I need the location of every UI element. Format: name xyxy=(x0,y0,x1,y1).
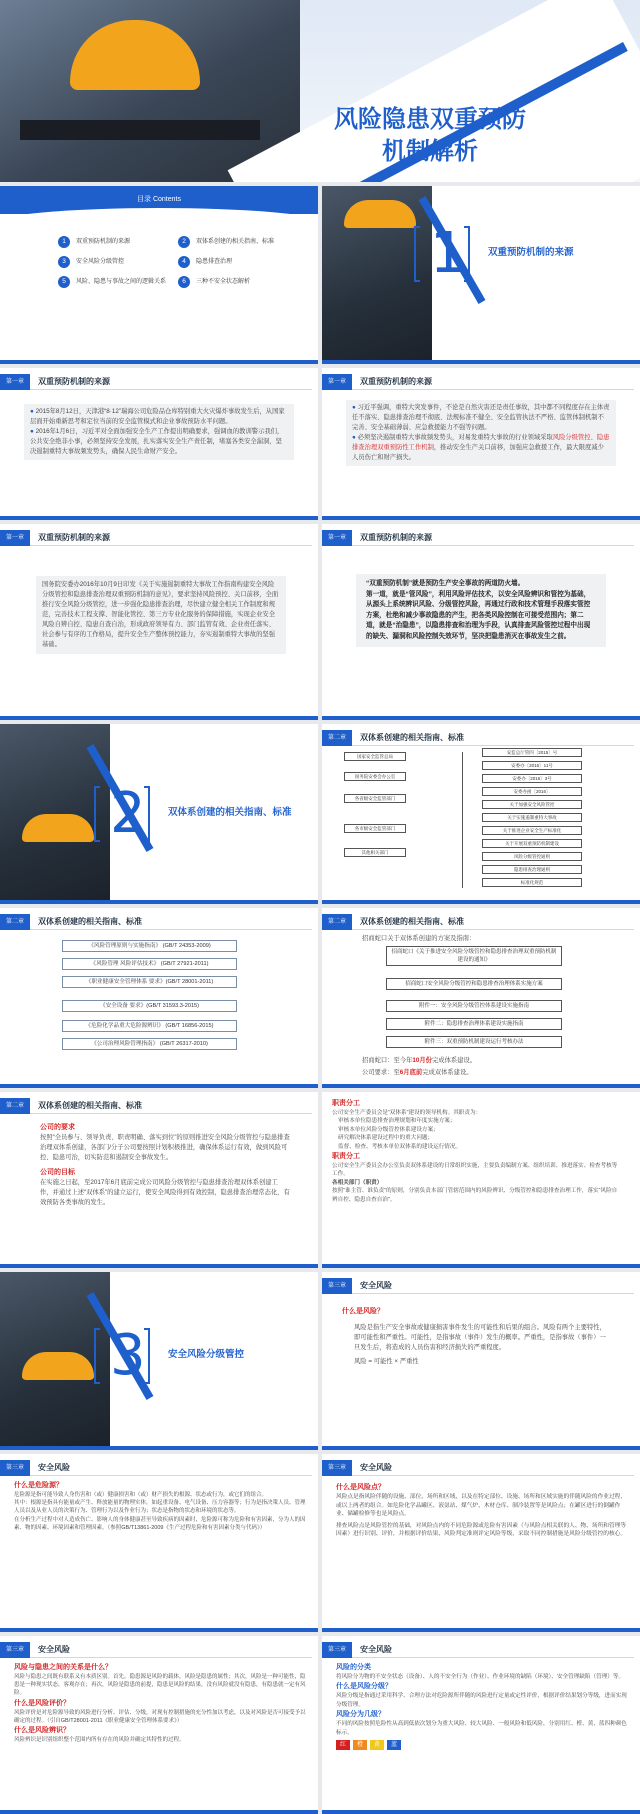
standard-item: 《公司治理风险管理指南》 (GB/T 26317-2010) xyxy=(62,1038,237,1050)
section-number: 2 xyxy=(110,781,146,846)
hazard-source-slide xyxy=(0,1454,318,1632)
content-block xyxy=(332,1098,622,1204)
chapter-tag: 第二章 xyxy=(0,914,30,930)
footer-bar xyxy=(322,1084,640,1088)
bullet-icon: ● xyxy=(30,428,36,435)
paragraph-text: 第一道，就是“管风险”，利用风险评估技术，以安全风险辨识和管控为基础，从源头上系统辨识风险、分级管控风险，再通过行政和技术管理手段落实管控方案，杜绝和减少事故隐患的产生，把各类风险控制在可接受范围内；第二道，就是“治隐患”，以隐患排查和治理为手段，认真排查风险管控过程中出现的缺失、漏洞和风险控制失效环节，坚决把隐患消灭在事故发生之前。 xyxy=(366,590,591,640)
slide-title: 安全风险 xyxy=(38,1645,70,1654)
section-number: 1 xyxy=(430,221,466,286)
header-rule xyxy=(352,929,634,930)
standard-item: 《安全设备 要求》(GB/T 31593.3-2015) xyxy=(62,1000,237,1012)
slide-title: 双体系创建的相关指南、标准 xyxy=(360,733,464,742)
content-box xyxy=(346,400,616,466)
subheading: 风险与隐患之间的关系是什么？ xyxy=(14,1664,112,1671)
paragraph-text: 在分析生产过程中对人造成伤亡、影响人的身体健康甚至导致疾病的因素时，危险源可称为危险和有害因素，分为人的因素、物的因素、环境因素和管理因素。（参照GB/T13861-2009《生产过程危险和有害因素分类与代码》） xyxy=(14,1516,306,1531)
paragraph-text: 公司安全生产委员会办公室负责双体系建设的日常组织实施，主要负责编制方案、组织培训、推进落实、检查考核等工作。 xyxy=(332,1163,618,1178)
risk-definition-slide xyxy=(322,1272,640,1450)
footer-bar xyxy=(322,900,640,904)
origin-slide-1 xyxy=(0,368,318,520)
standard-item: 《风险管理 风险评估技术》 (GB/T 27921-2011) xyxy=(62,958,237,970)
risk-hazard-relation-slide xyxy=(0,1636,318,1814)
note-highlight: 10月份 xyxy=(412,1057,432,1064)
section-3-slide xyxy=(0,1272,318,1450)
toc-item-label: 双体系创建的相关指南、标准 xyxy=(196,239,275,245)
tree-right-node: 安委办函〔2016〕 xyxy=(482,787,582,796)
footer-bar xyxy=(322,360,640,364)
guideline-tree-slide xyxy=(322,724,640,904)
toc-item-label: 风险、隐患与事故之间的逻辑关系 xyxy=(76,279,167,285)
bracket-left xyxy=(94,786,100,842)
chapter-tag: 第一章 xyxy=(0,374,30,390)
paragraph-text: 风险是指生产安全事故或健康损害事件发生的可能性和后果的组合。风险有两个主要特性，即可能性和严重性。可能性，是指事故（事件）发生的概率。严重性，是指事故（事件）一旦发生后，将造成的人员伤害和经济损失的严重程度。 xyxy=(354,1324,606,1351)
slide-title: 双体系创建的相关指南、标准 xyxy=(38,1101,142,1110)
duty-item: 审核本单位隐患排查治理规划和年度实施方案； xyxy=(338,1118,456,1125)
content-block xyxy=(14,1480,306,1532)
hard-hat-icon xyxy=(344,200,416,228)
cover-title xyxy=(270,104,590,168)
tree-right-node: 安监总厅管四〔2015〕号 xyxy=(482,748,582,757)
flow-step: 附件三：双重预防机制建设运行考核办法 xyxy=(386,1036,562,1048)
tree-right-node: 关于开展双重预防机制建设 xyxy=(482,839,582,848)
chapter-tag: 第三章 xyxy=(0,1642,30,1658)
duty-item: 审核本单位风险分级管控体系建设方案； xyxy=(338,1126,439,1133)
slide-header xyxy=(322,1278,640,1294)
slide-header xyxy=(322,1642,640,1658)
bracket-left xyxy=(414,226,420,282)
section-1-slide xyxy=(322,186,640,364)
toc-number: 3 xyxy=(58,256,70,268)
tree-right-node: 关于推进企业安全生产标准化 xyxy=(482,826,582,835)
cover-title-line2: 机制解析 xyxy=(382,138,478,165)
paragraph-text: 风险辨识是识别组织整个范围内所有存在的风险并确定其特性的过程。 xyxy=(14,1737,185,1744)
highlight-text: 风险分级管控、隐患排查治理双重预防性工作机制 xyxy=(352,434,610,451)
tool-bag xyxy=(22,1352,94,1380)
header-rule xyxy=(30,1113,312,1114)
header-rule xyxy=(352,745,634,746)
paragraph-text: 按照“全员参与、领导负责、职责明确、落实到位”的原则推进安全风险分级管控与隐患排查治理双体系创建，各部门/分子公司要按照计划积极推进，确保体系运行有效，做到风险可控、隐患可治，切实防范和遏制安全事故发生。 xyxy=(40,1134,290,1161)
slide-header xyxy=(322,374,640,390)
header-rule xyxy=(352,1293,634,1294)
footer-bar xyxy=(322,716,640,720)
origin-slide-2 xyxy=(322,368,640,520)
content-block xyxy=(40,1122,290,1208)
cmsk-plan-slide xyxy=(322,908,640,1088)
standards-slide xyxy=(0,908,318,1088)
risk-level-badge: 橙 xyxy=(353,1740,367,1750)
tree-left-node: 国家安全监管总局 xyxy=(344,752,406,761)
paragraph-text: 风险分级是指通过采用科学、合理方法对危险源所伴随的风险进行定量或定性评价，根据评价结果划分等级，进而实现分级管理。 xyxy=(336,1693,627,1708)
content-box xyxy=(36,576,286,654)
chapter-tag: 第二章 xyxy=(0,1098,30,1114)
subheading: 风险的分类 xyxy=(336,1664,371,1671)
header-rule xyxy=(352,545,634,546)
standard-item: 《职业健康安全管理体系 要求》(GB/T 28001-2011) xyxy=(62,976,237,988)
paragraph-text: 在实施之日起，至2017年6月底前完成公司风险分级管控与隐患排查治理双体系创建工作，并通过上述“双体系”的建立运行，使安全风险得到有效控制，隐患排查治理常态化，有效预防各类事故的发生。 xyxy=(40,1179,290,1206)
duty-list xyxy=(332,1117,622,1151)
chapter-tag: 第三章 xyxy=(0,1460,30,1476)
subheading: 职责分工 xyxy=(332,1153,360,1161)
content-block xyxy=(14,1662,306,1744)
bracket-right xyxy=(144,1328,150,1384)
bullet-icon: ● xyxy=(352,434,358,441)
chapter-tag: 第一章 xyxy=(322,374,352,390)
slide-title: 双重预防机制的来源 xyxy=(360,533,432,542)
standard-item: 《危险化学品重大危险源辨识》 (GB/T 16856-2015) xyxy=(62,1020,237,1032)
footer-bar xyxy=(0,1628,318,1632)
origin-slide-4 xyxy=(322,524,640,720)
toc-number: 2 xyxy=(178,236,190,248)
slide-title: 双体系创建的相关指南、标准 xyxy=(360,917,464,926)
tree-right-node: 安委办〔2016〕3号 xyxy=(482,774,582,783)
paragraph-text: 风险点是指风险伴随的设施、部位、场所和区域，以及在特定部位、设施、场所和区域实施的伴随风险的作业过程，或以上两者的组合。如危险化学品罐区、液氨站、煤气炉、木材仓库、制冷装置等是风险点；在罐区进行的倒罐作业、储罐检修等也是风险点。 xyxy=(336,1494,627,1518)
toc-number: 4 xyxy=(178,256,190,268)
slide-header xyxy=(322,730,640,746)
content-box xyxy=(356,574,606,647)
risk-level-badge: 黄 xyxy=(370,1740,384,1750)
footer-bar xyxy=(0,516,318,520)
footer-bar xyxy=(0,1810,318,1814)
duty-item: 研究解决体系建设过程中的重大问题； xyxy=(338,1135,434,1142)
tree-right-node: 风险分级管控通则 xyxy=(482,852,582,861)
footer-bar xyxy=(322,516,640,520)
risk-level-badge: 蓝 xyxy=(387,1740,401,1750)
header-rule xyxy=(352,1475,634,1476)
tree-right-node: 安委办〔2016〕11号 xyxy=(482,761,582,770)
footer-bar xyxy=(0,1084,318,1088)
bracket-left xyxy=(94,1328,100,1384)
chapter-tag: 第三章 xyxy=(322,1642,352,1658)
section-title: 双重预防机制的来源 xyxy=(488,247,574,258)
paragraph-text: 风险与隐患之间既有联系又有本质区别。首先，隐患源是风险的载体，风险是隐患的属性；其次，风险是一种可能性，隐患是一种现实状态，客观存在；再次，风险是隐患的前提，隐患是风险的结果，没有风险就没有隐患，有隐患就一定有风险。 xyxy=(14,1674,306,1697)
subheading: 什么是风险分级？ xyxy=(336,1683,392,1691)
subheading: 什么是风险辨识？ xyxy=(14,1727,70,1735)
paragraph-text: ，推动安全生产关口前移，加强应急救援工作，最大限度减少人员伤亡和财产损失。 xyxy=(352,444,604,461)
chapter-tag: 第一章 xyxy=(0,530,30,546)
tool-belt xyxy=(20,120,260,140)
footer-bar xyxy=(0,900,318,904)
slide-title: 双重预防机制的来源 xyxy=(360,377,432,386)
note-text: 完成双体系建设。 xyxy=(422,1069,473,1076)
section-2-slide xyxy=(0,724,318,904)
subheading: 什么是风险？ xyxy=(342,1308,384,1315)
bullet-icon: ● xyxy=(30,408,36,415)
paragraph-text: 风险评价是对危险源导致的风险进行分析、评估、分级，对现有控制措施的充分性加以考虑，以及对风险是否可接受予以确定的过程。（引自GB/T28001-2011《职业健康安全管理体系要求》） xyxy=(14,1709,306,1724)
bullet-paragraph xyxy=(30,427,288,457)
slide-header xyxy=(0,530,318,546)
subheading: 职责分工 xyxy=(332,1100,360,1107)
note-1 xyxy=(362,1056,476,1066)
subheading: 什么是危险源？ xyxy=(14,1482,63,1489)
footer-bar xyxy=(0,360,318,364)
flow-step: 招商蛇口《关于推进安全风险分级管控和隐患排查治理双重预防机制建设的通知》 xyxy=(386,946,562,966)
chapter-tag: 第三章 xyxy=(322,1278,352,1294)
paragraph-text: 习近平强调，重特大突发事件，不论是自然灾害还是责任事故，其中都不同程度存在主体责任不落实、隐患排查治理不彻底、法规标准不健全、安全监管执法不严格、监管体制机制不完善、安全基础薄弱、应急救援能力不强等问题。 xyxy=(352,404,610,431)
paragraph-text: 2016年1月6日，习近平对全面加强安全生产工作提出明确要求，强调血的教训警示我们，公共安全绝非小事，必须坚持安全发展，扎实落实安全生产责任制，堵塞各类安全漏洞，坚决遏制重特大事故频发势头，确保人民生命财产安全。 xyxy=(30,428,284,455)
subheading: 什么是风险评价？ xyxy=(14,1699,70,1707)
content-block xyxy=(342,1306,612,1367)
tree-connector xyxy=(462,752,463,888)
tool-bag xyxy=(22,814,94,842)
header-rule xyxy=(30,1475,312,1476)
slide-header xyxy=(0,1460,318,1476)
section-title: 双体系创建的相关指南、标准 xyxy=(168,807,292,818)
content-block xyxy=(336,1482,628,1539)
header-rule xyxy=(30,389,312,390)
paragraph-text: 2015年8月12日，天津港“8·12”瑞海公司危险品仓库特别重大火灾爆炸事故发生后，从国家层面开始重新思考和定位当前的安全监管模式和企业事故预防水平问题。 xyxy=(30,408,285,425)
toc-slide xyxy=(0,186,318,364)
tree-right-node: 隐患排查治理通则 xyxy=(482,865,582,874)
note-2 xyxy=(362,1068,473,1078)
bullet-paragraph xyxy=(30,407,288,427)
toc-number: 1 xyxy=(58,236,70,248)
slide-header xyxy=(322,530,640,546)
header-rule xyxy=(352,389,634,390)
subheading-small: 各相关部门（职责） xyxy=(332,1179,383,1186)
slide-header xyxy=(322,1460,640,1476)
paragraph-text: 国务院安委办2016年10月9日印发《关于实施遏制重特大事故工作指南构建安全风险分级管控和隐患排查治理双重预防机制的意见》，要求坚持风险预控、关口前移，全面推行安全风险分级管控，进一步强化隐患排查治理，尽快建立健全相关工作制度和规范，完善技术工程支撑、智能化管控、第三方专业化服务的保障措施，实现企业安全风险自辨自控、隐患自查自治，形成政府领导有力、部门监管有效、企业责任落实、社会参与有序的工作格局，提升安全生产整体预控能力，夯实遏制重特大事故的坚强基础。 xyxy=(42,581,279,648)
footer-bar xyxy=(322,1628,640,1632)
slide-title: 双体系创建的相关指南、标准 xyxy=(38,917,142,926)
cover-slide xyxy=(0,0,640,182)
risk-point-slide xyxy=(322,1454,640,1632)
subheading: 风险分为几级？ xyxy=(336,1711,385,1719)
bullet-icon: ● xyxy=(352,404,358,411)
tree-left-node: 其他相关部门 xyxy=(344,848,406,857)
toc-item-label: 三种不安全状态解析 xyxy=(196,279,251,285)
note-text: 招商蛇口：至今年 xyxy=(362,1057,413,1064)
footer-bar xyxy=(322,1264,640,1268)
paragraph-text: 必须坚决遏制重特大事故频发势头，对易发重特大事故的行业领域采取 xyxy=(357,434,553,441)
slide-header xyxy=(322,914,640,930)
chapter-tag: 第三章 xyxy=(322,1460,352,1476)
slide-header xyxy=(0,1098,318,1114)
risk-classification-slide xyxy=(322,1636,640,1814)
tree-right-node: 关于加强安全风险管控 xyxy=(482,800,582,809)
duty-item: 监督、检查、考核本单位双体系的建设运行情况。 xyxy=(338,1143,462,1150)
subheading: 公司的目标 xyxy=(40,1169,75,1176)
bracket-right xyxy=(144,786,150,842)
cover-title-line1: 风险隐患双重预防 xyxy=(334,106,526,133)
footer-bar xyxy=(0,1446,318,1450)
chapter-tag: 第二章 xyxy=(322,914,352,930)
slide-header xyxy=(0,1642,318,1658)
paragraph-text: “双重预防机制”就是预防生产安全事故的两道防火墙。 xyxy=(366,580,525,587)
slide-title: 双重预防机制的来源 xyxy=(38,533,110,542)
note-text: 公司要求：至 xyxy=(362,1069,400,1076)
origin-slide-3 xyxy=(0,524,318,720)
tree-left-node: 国务院安委会办公室 xyxy=(344,772,406,781)
paragraph-text: 将风险分为物的不安全状态（设备）、人的不安全行为（作业）、作业环境的缺陷（环境）、安全管理缺陷（管理）等。 xyxy=(336,1674,625,1680)
header-rule xyxy=(30,545,312,546)
risk-formula: 风险 = 可能性 × 严重性 xyxy=(354,1358,419,1365)
slide-title: 安全风险 xyxy=(360,1645,392,1654)
chapter-tag: 第一章 xyxy=(322,530,352,546)
toc-item-label: 双重预防机制的来源 xyxy=(76,239,131,245)
slide-title: 安全风险 xyxy=(360,1281,392,1290)
slide-header xyxy=(0,374,318,390)
toc-number: 5 xyxy=(58,276,70,288)
duties-slide xyxy=(322,1092,640,1268)
standard-item: 《风险管理原则与实施指南》 (GB/T 24353-2009) xyxy=(62,940,237,952)
toc-number: 6 xyxy=(178,276,190,288)
subheading: 什么是风险点？ xyxy=(336,1484,385,1491)
footer-bar xyxy=(322,1810,640,1814)
risk-level-badge: 红 xyxy=(336,1740,350,1750)
footer-bar xyxy=(0,716,318,720)
header-rule xyxy=(352,1657,634,1658)
slide-title: 安全风险 xyxy=(360,1463,392,1472)
toc-item-label: 安全风险分级管控 xyxy=(76,259,125,265)
note-highlight: 6月底前 xyxy=(399,1069,423,1076)
bullet-paragraph xyxy=(352,433,610,463)
chapter-tag: 第二章 xyxy=(322,730,352,746)
flow-step: 附件一：安全风险分级管控体系建设实施指南 xyxy=(386,1000,562,1012)
risk-level-badges xyxy=(336,1740,628,1750)
paragraph-text: 不同的风险按照危险性从高到低依次划分为重大风险、较大风险、一般风险和低风险，分别用红、橙、黄、蓝四种颜色标示。 xyxy=(336,1721,627,1736)
slide-title: 双重预防机制的来源 xyxy=(38,377,110,386)
requirements-slide xyxy=(0,1092,318,1268)
tree-left-node: 各市级安全监管部门 xyxy=(344,824,406,833)
subheading: 公司的要求 xyxy=(40,1124,75,1131)
section-number: 3 xyxy=(110,1323,146,1388)
slide-header xyxy=(0,914,318,930)
slide-title: 安全风险 xyxy=(38,1463,70,1472)
tree-right-node: 标准化规范 xyxy=(482,878,582,887)
paragraph-text: 排查风险点是风险管控的基础，对风险点内的不同危险源或危险有害因素（与风险点相关联的人、物、场所和管理等因素）进行识别、评价，并根据评价结果、风险判定准则评定风险等级，采取不同控制措施是风险分级管控的核心。 xyxy=(336,1522,627,1538)
footer-bar xyxy=(0,1264,318,1268)
paragraph-text: 危险源是指可能导致人身伤害和（或）健康损害和（或）财产损失的根源、状态或行为，或它们的组合。 xyxy=(14,1492,268,1498)
note-text: 完成体系建设。 xyxy=(431,1057,477,1064)
header-rule xyxy=(30,929,312,930)
paragraph-text: 其中：根源是指具有能量或产生、释放能量的物理实体，如起重设备、电气设备、压力容器等；行为是指决策人员、管理人员以及从业人员的决策行为、管理行为以及作业行为；状态是指物的状态和环境的状态等。 xyxy=(14,1500,306,1515)
section-title: 安全风险分级管控 xyxy=(168,1349,245,1360)
content-box xyxy=(24,404,294,460)
flow-step: 招商蛇口安全风险分级管控和隐患排查治理体系实施方案 xyxy=(386,978,562,990)
paragraph-text: 按照“谁主管、谁负责”的原则，分别负责本部门管辖范围内的风险辨识、分级管控和隐患排查治理工作，落实“风险自辨自控、隐患自查自治”。 xyxy=(332,1188,618,1203)
footer-bar xyxy=(322,1446,640,1450)
toc-header: 目录 Contents xyxy=(137,196,181,203)
content-block xyxy=(336,1662,628,1750)
header-rule xyxy=(30,1657,312,1658)
tree-right-node: 关于实施遏制重特大事故 xyxy=(482,813,582,822)
bullet-paragraph xyxy=(352,403,610,433)
intro-text: 招商蛇口关于双体系创建的方案及指南： xyxy=(362,935,476,942)
paragraph-text: 公司安全生产委员会是“双体系”建设的领导机构。其职责为： xyxy=(332,1110,482,1116)
hard-hat-icon xyxy=(70,20,200,90)
tree-left-node: 各省级安全监管部门 xyxy=(344,794,406,803)
toc-item-label: 隐患排查治理 xyxy=(196,259,233,265)
flow-step: 附件二：隐患排查治理体系建设实施指南 xyxy=(386,1018,562,1030)
bracket-right xyxy=(464,226,470,282)
